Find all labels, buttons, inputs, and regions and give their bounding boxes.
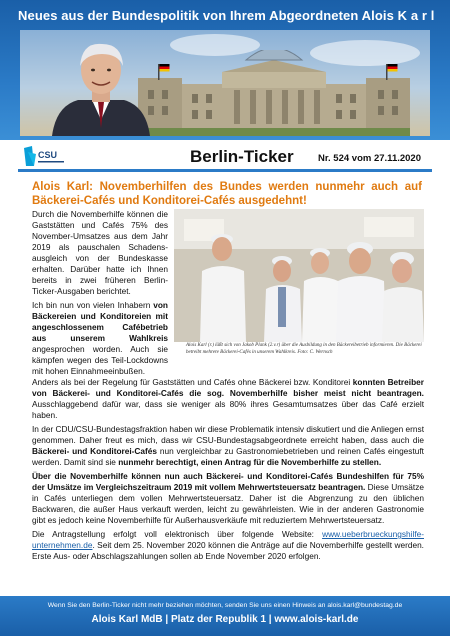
paragraph-4: In der CDU/CSU-Bundestagsfraktion haben wir diese Problematik intensiv diskutiert und die Anliegen ernst genommen. Daher freut es mich, dass wir CSU-Bundestagsabgeordnete erreicht haben, dass auch die Bäckerei- und Konditorei-Cafés nun vergleichbar zu Gastronomiebetrieben und reinen Cafés eingestuft werden. Damit sind sie nunmehr berechtigt, einen Antrag für die Novemberhilfe zu stellen. (32, 424, 424, 467)
paragraph-1: Durch die Novemberhilfe können die Gaststätten und Cafés 75% des November-Umsatzes aus dem Jahr 2019 als pauschalen Schadens-ausgleich von der Bundeskasse erhalten. Darüber hatte ich Ihnen bereits in zwei früheren Berlin-Ticker-Ausgaben berichtet. (32, 209, 168, 296)
paragraph-5: Über die Novemberhilfe können nun auch Bäckerei- und Konditorei-Cafés Bundeshilfen für 75% der Umsätze im Vergleichszeitraum 2019 mit vollem Mehrwertsteuersatz beantragen. Diese Umsätze in Cafés unterliegen dem vollen Mehrwertsteuersatz. Daher ist die Abgrenzung zu den üblichen Backwaren, die außer Haus verkauft werden, leicht zu gewährleisten. Wie in der anderen Gastronomie gibt es jedoch keine Novemberhilfe für Außerhausverkäufe mit reduziertem Mehrwertsteuersatz. (32, 471, 424, 525)
website-link[interactable]: www.ueberbrueckungshilfe-unternehmen.de (32, 529, 424, 550)
article-body (32, 377, 424, 565)
footer-address: Alois Karl MdB | Platz der Republik 1 | www.alois-karl.de (91, 614, 359, 625)
top-banner (0, 0, 450, 140)
left-column (32, 209, 168, 380)
newsletter-title: Berlin-Ticker (190, 147, 294, 166)
photo-caption: Alois Karl (r.) läßt sich von Jakob Plank (2.v.r) über die Ausbildung in den Bäckereibetrieb informieren. Die Bäckerei betreibt mehrere Bäckerei-Cafés in unserem Wahlkreis. Foto: C. Wernsch (186, 343, 422, 355)
masthead (18, 142, 432, 172)
header-photo (20, 30, 430, 136)
portrait-photo (48, 36, 154, 136)
reichstag-building-image (138, 50, 410, 136)
paragraph-2: Ich bin nun von vielen Inhabern von Bäckereien und Konditoreien mit angeschlossenem Cafébetrieb aus unserem Wahlkreis angesprochen worden. Auch sie kämpfen wegen des Teil-Lockdowns mit hohen Einnahmeeinbußen. (32, 300, 168, 376)
article-headline: Alois Karl: Novemberhilfen des Bundes werden nunmehr auch auf Bäckerei-Cafés und Konditorei-Cafés ausgedehnt! (32, 181, 422, 207)
paragraph-3: Anders als bei der Regelung für Gaststätten und Cafés ohne Bäckerei bzw. Konditorei konnten Betreiber von Bäckerei- und Konditorei-Cafés die sog. Novemberhilfe bisher meist nicht beantragen. Ausschlaggebend dafür war, dass sie weniger als 80% ihres Gesamtumsatzes über das Café erzielt haben. (32, 377, 424, 420)
svg-text:CSU: CSU (38, 150, 58, 160)
issue-number: Nr. 524 vom 27.11.2020 (318, 153, 421, 164)
bakery-photo (174, 209, 424, 342)
footer (0, 596, 450, 636)
banner-title: Neues aus der Bundespolitik von Ihrem Abgeordneten Alois K a r l (18, 8, 435, 23)
csu-logo (22, 144, 68, 168)
unsubscribe-note: Wenn Sie den Berlin-Ticker nicht mehr beziehen möchten, senden Sie uns einen Hinweis an alois.karl@bundestag.de (47, 602, 403, 609)
paragraph-6: Die Antragstellung erfolgt voll elektronisch über folgende Website: www.ueberbrueckungshilfe-unternehmen.de. Seit dem 25. November 2020 können die Anträge auf die Novemberhilfe gestellt werden. Erste Aus- oder Abschlagszahlungen sollen ab Ende November 2020 erfolgen. (32, 529, 424, 561)
